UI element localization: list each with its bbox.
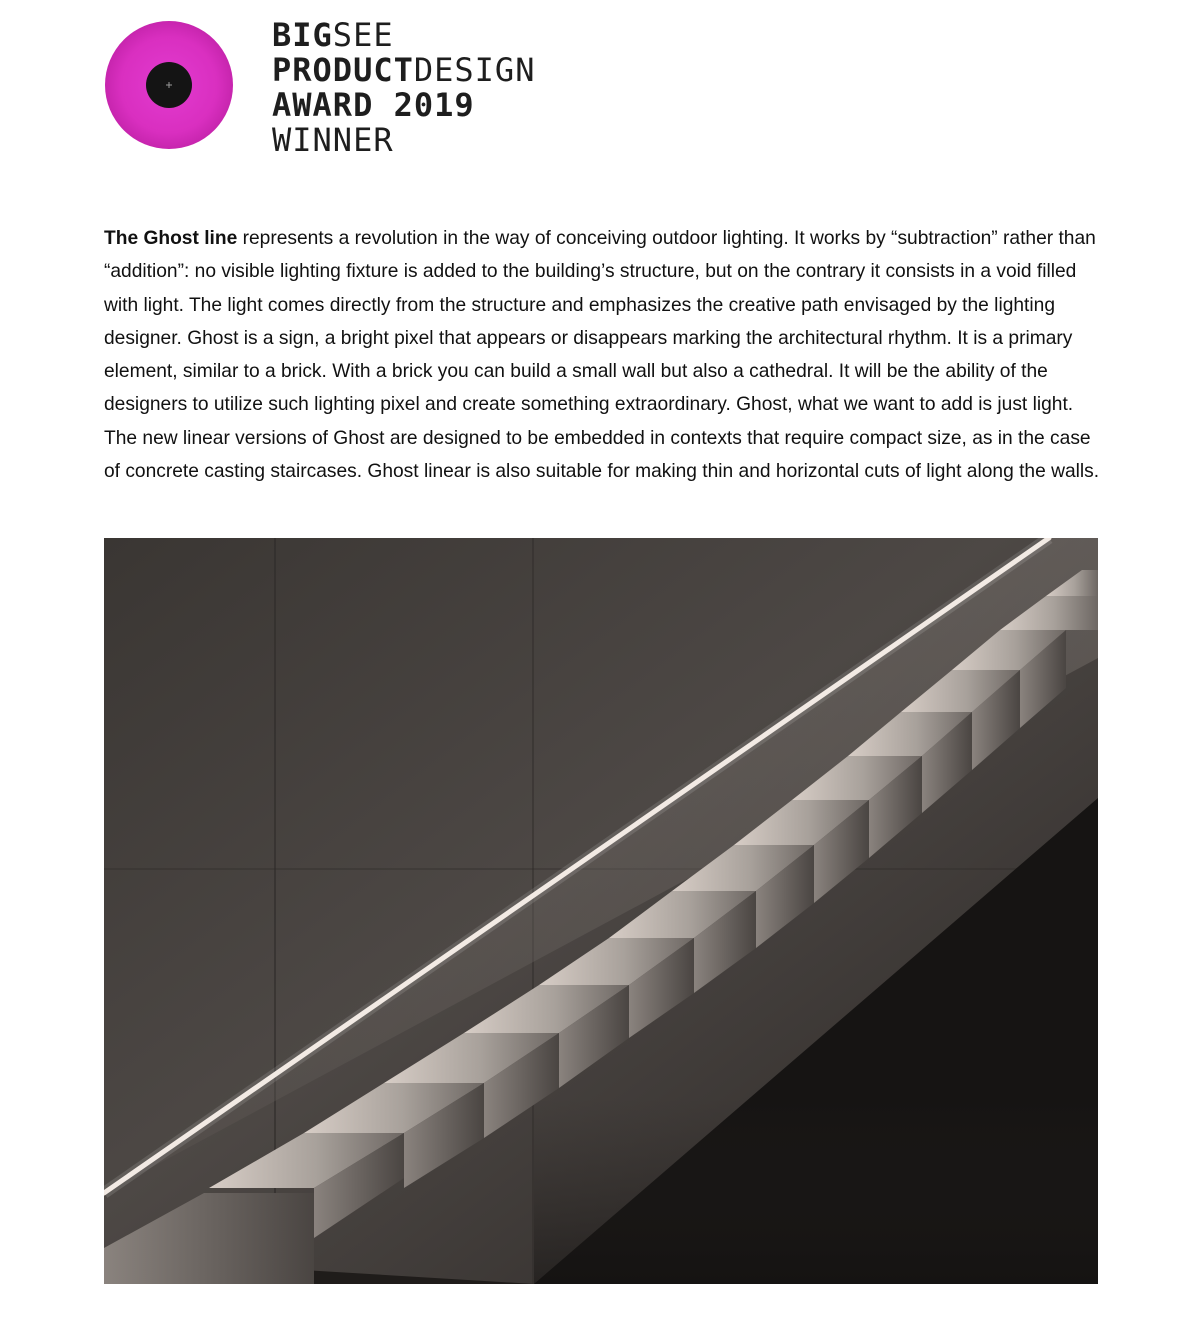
award-line-3-text: AWARD 2019: [272, 86, 475, 124]
award-line-4: WINNER: [272, 121, 394, 159]
award-line-2-bold: PRODUCT: [272, 51, 414, 89]
article-lead: The Ghost line: [104, 228, 238, 249]
article-body: represents a revolution in the way of conceiving outdoor lighting. It works by “subtraction” rather than “addition”: no visible lighting fixture is added to the building’s structure, but on the contrary it consists in a void filled with light. The light comes directly from the structure and emphasizes the creative path envisaged by the lighting designer. Ghost is a sign, a bright pixel that appears or disappears marking the architectural rhythm. It is a primary element, similar to a brick. With a brick you can build a small wall but also a cathedral. It will be the ability of the designers to utilize such lighting pixel and create something extraordinary. Ghost, what we want to add is just light. The new linear versions of Ghost are designed to be embedded in contexts that require compact size, as in the case of concrete casting staircases. Ghost linear is also suitable for making thin and horizontal cuts of light along the walls.: [104, 228, 1100, 483]
article-paragraph: [104, 222, 1104, 488]
award-title: [272, 18, 535, 158]
award-line-3: [272, 88, 535, 123]
award-line-2: [272, 53, 535, 88]
award-line-2-light: DESIGN: [413, 51, 536, 89]
award-line-1-bold: BIG: [272, 16, 333, 54]
award-line-1-light: SEE: [332, 16, 394, 54]
award-badge: [104, 16, 604, 159]
award-target-icon: [104, 20, 234, 150]
concrete-staircase-with-linear-light-image: [104, 538, 1098, 1284]
award-line-1: [272, 18, 535, 53]
